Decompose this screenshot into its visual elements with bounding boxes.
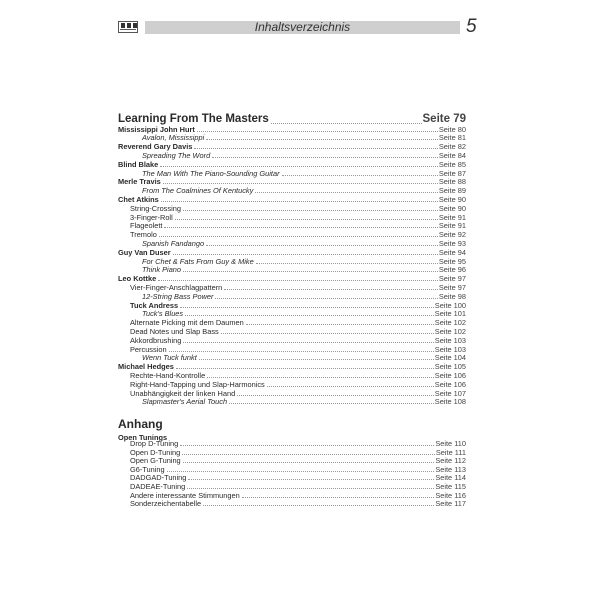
entry-page: Seite 92 <box>438 230 466 240</box>
entry-page: Seite 116 <box>435 490 466 500</box>
toc-entry <box>118 204 466 213</box>
entry-label: From The Coalmines Of Kentucky <box>142 186 254 196</box>
toc-entry <box>118 125 466 134</box>
entry-label: Open D-Tuning <box>130 447 181 457</box>
toc-entry <box>118 230 466 239</box>
dot-leader <box>183 341 433 343</box>
entry-page: Seite 114 <box>435 473 466 483</box>
toc-entry <box>118 301 466 310</box>
toc-entry <box>118 160 466 169</box>
entry-label: For Chet & Fats From Guy & Mike <box>142 256 254 266</box>
entry-label: 3-Finger-Roll <box>130 212 173 222</box>
entry-page: Seite 113 <box>435 464 466 474</box>
toc-entry <box>118 371 466 380</box>
entry-label: G6-Tuning <box>130 464 165 474</box>
toc-entry <box>118 257 466 266</box>
entry-label: Vier-Finger-Anschlagpattern <box>130 282 223 292</box>
entry-page: Seite 85 <box>438 159 466 169</box>
dot-leader <box>160 165 438 167</box>
dot-leader <box>282 174 438 176</box>
entry-page: Seite 104 <box>434 353 466 363</box>
entry-label: Think Piano <box>142 265 182 275</box>
entry-page: Seite 89 <box>438 186 466 196</box>
toc-entry <box>118 292 466 301</box>
dot-leader <box>173 253 438 255</box>
dot-leader <box>194 147 438 149</box>
entry-label: Percussion <box>130 344 167 354</box>
dot-leader <box>183 270 438 272</box>
dot-leader <box>267 385 434 387</box>
entry-page: Seite 84 <box>438 150 466 160</box>
entry-label: Guy Van Duser <box>118 247 171 257</box>
toc-entry <box>118 248 466 257</box>
entry-page: Seite 90 <box>438 194 466 204</box>
entry-label: Merle Travis <box>118 177 161 187</box>
toc-entry <box>118 239 466 248</box>
entry-page: Seite 107 <box>434 388 466 398</box>
toc-entry <box>118 195 466 204</box>
entry-label: Drop D-Tuning <box>130 439 179 448</box>
entry-label: Learning From The Masters <box>118 113 269 125</box>
entry-page: Seite 110 <box>435 439 466 448</box>
dot-leader <box>161 200 438 202</box>
dot-leader <box>180 306 434 308</box>
entry-page: Seite 102 <box>434 318 466 328</box>
entry-page: Seite 96 <box>438 265 466 275</box>
dot-leader <box>215 297 437 299</box>
dot-leader <box>176 367 434 369</box>
dot-leader <box>206 138 438 140</box>
header-bar <box>145 21 460 34</box>
toc-entry <box>118 389 466 398</box>
entry-page: Seite 102 <box>434 326 466 336</box>
entry-page: Seite 88 <box>438 177 466 187</box>
dot-leader <box>246 323 434 325</box>
dot-leader <box>175 218 438 220</box>
entry-label: DADEAE-Tuning <box>130 482 186 491</box>
entry-page: Seite 105 <box>434 362 466 372</box>
dot-leader <box>199 358 434 360</box>
dot-leader <box>159 235 438 237</box>
entry-page: Seite 91 <box>438 221 466 231</box>
entry-page: Seite 111 <box>435 447 466 457</box>
entry-label: Michael Hedges <box>118 362 174 372</box>
entry-label: Chet Atkins <box>118 194 159 204</box>
entry-page: Seite 91 <box>438 212 466 222</box>
entry-page: Seite 87 <box>438 168 466 178</box>
toc-entry <box>118 318 466 327</box>
dot-leader <box>163 182 438 184</box>
entry-page: Seite 90 <box>438 203 466 213</box>
dot-leader <box>212 156 438 158</box>
dot-leader <box>185 314 434 316</box>
entry-label: Mississippi John Hurt <box>118 124 195 134</box>
entry-label: Spanish Fandango <box>142 238 205 248</box>
page-number: 5 <box>466 16 477 37</box>
entry-label: Alternate Picking mit dem Daumen <box>130 318 244 328</box>
entry-label: Sonderzeichentabelle <box>130 499 202 509</box>
dot-leader <box>256 262 438 264</box>
subsection-heading: Open Tunings <box>118 433 168 442</box>
dot-leader <box>237 394 434 396</box>
entry-page: Seite 100 <box>434 300 466 310</box>
toc-entry <box>118 265 466 274</box>
toc-entry <box>118 362 466 371</box>
entry-label: String-Crossing <box>130 203 181 213</box>
entry-page: Seite 97 <box>438 274 466 284</box>
entry-page: Seite 103 <box>434 335 466 345</box>
entry-page: Seite 115 <box>435 482 466 491</box>
toc-entry <box>118 177 466 186</box>
dot-leader <box>229 402 434 404</box>
entry-page: Seite 98 <box>438 291 466 301</box>
entry-label: Rechte-Hand-Kontrolle <box>130 370 206 380</box>
dot-leader <box>183 209 438 211</box>
entry-page: Seite 108 <box>434 397 466 407</box>
entry-label: Wenn Tuck funkt <box>142 353 197 363</box>
entry-page: Seite 103 <box>434 344 466 354</box>
toc-entry <box>118 283 466 292</box>
entry-label: Right-Hand-Tapping und Slap-Harmonics <box>130 379 265 389</box>
section-heading: Anhang <box>118 417 163 431</box>
entry-page: Seite 106 <box>434 370 466 380</box>
toc-entry <box>118 327 466 336</box>
dot-leader <box>164 226 437 228</box>
toc-entry <box>118 336 466 345</box>
toc-entry <box>118 169 466 178</box>
toc-entry <box>118 142 466 151</box>
dot-leader <box>221 332 434 334</box>
entry-page: Seite 97 <box>438 282 466 292</box>
dot-leader <box>158 279 438 281</box>
entry-label: Spreading The Word <box>142 150 211 160</box>
dot-leader <box>197 130 438 132</box>
entry-label: DADGAD-Tuning <box>130 473 187 483</box>
dot-leader <box>169 350 434 352</box>
entry-label: Flageolett <box>130 221 163 231</box>
entry-label: Andere interessante Stimmungen <box>130 490 240 500</box>
dot-leader <box>224 288 438 290</box>
toc-entry <box>118 213 466 222</box>
entry-page: Seite 94 <box>438 247 466 257</box>
dot-leader <box>183 461 435 463</box>
dot-leader <box>167 470 435 472</box>
page-title: Inhaltsverzeichnis <box>254 20 351 34</box>
entry-page: Seite 112 <box>435 456 466 466</box>
dot-leader <box>242 496 435 498</box>
toc-entry <box>118 221 466 230</box>
dot-leader <box>187 487 434 489</box>
entry-page: Seite 81 <box>438 133 466 143</box>
entry-label: Open G-Tuning <box>130 456 181 466</box>
entry-label: Reverend Gary Davis <box>118 142 193 152</box>
toc-entry <box>118 186 466 195</box>
entry-page: Seite 101 <box>434 309 466 319</box>
entry-label: Tuck's Blues <box>142 309 184 319</box>
dot-leader <box>188 478 434 480</box>
entry-label: Tuck Andress <box>130 300 179 310</box>
entry-page: Seite 93 <box>438 238 466 248</box>
toc-entry <box>118 353 466 362</box>
dot-leader <box>255 191 438 193</box>
toc-entry <box>118 309 466 318</box>
dot-leader <box>182 453 435 455</box>
entry-page: Seite 82 <box>438 142 466 152</box>
piano-keys-logo-icon <box>118 21 138 33</box>
entry-label: Unabhängigkeit der linken Hand <box>130 388 236 398</box>
toc-entry <box>118 380 466 389</box>
entry-label: Tremolo <box>130 230 157 240</box>
entry-page: Seite 79 <box>422 113 466 125</box>
page-header <box>118 16 490 37</box>
entry-page: Seite 80 <box>438 124 466 134</box>
entry-label: Akkordbrushing <box>130 335 182 345</box>
toc-entry <box>118 345 466 354</box>
entry-page: Seite 106 <box>434 379 466 389</box>
entry-label: Dead Notes und Slap Bass <box>130 326 219 336</box>
dot-leader <box>206 244 438 246</box>
entry-label: Slapmaster's Aerial Touch <box>142 397 228 407</box>
entry-label: The Man With The Piano-Sounding Guitar <box>142 168 280 178</box>
entry-label: Avalon, Mississippi <box>142 133 205 143</box>
entry-label: Blind Blake <box>118 159 159 169</box>
entry-page: Seite 95 <box>438 256 466 266</box>
dot-leader <box>203 504 434 506</box>
toc-entry <box>118 133 466 142</box>
dot-leader <box>180 444 434 446</box>
toc-entry <box>118 151 466 160</box>
dot-leader <box>207 376 434 378</box>
entry-page: Seite 117 <box>435 499 466 509</box>
toc-entry <box>118 274 466 283</box>
toc-entry <box>118 499 466 508</box>
entry-label: Leo Kottke <box>118 274 157 284</box>
entry-label: 12-String Bass Power <box>142 291 214 301</box>
toc-entry <box>118 397 466 406</box>
